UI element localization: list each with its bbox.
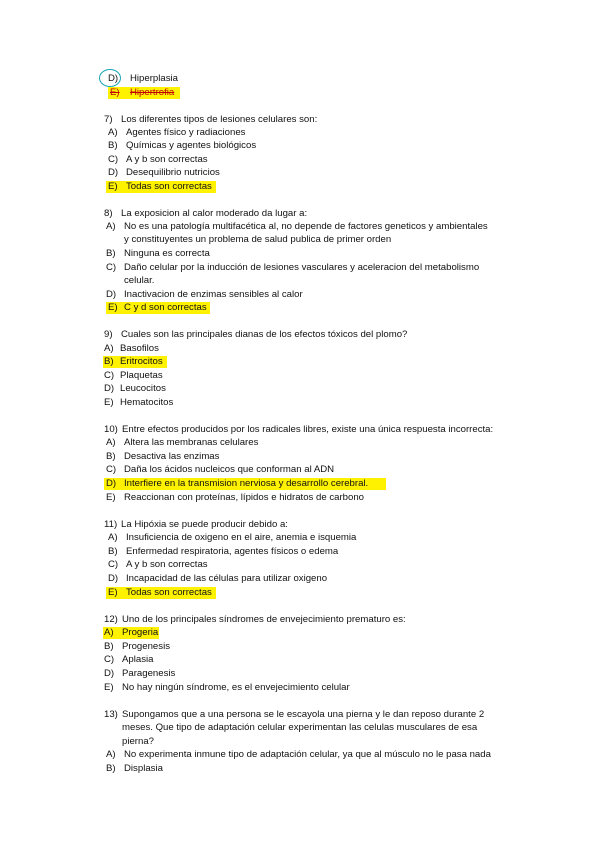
option-text: Progenesis: [122, 641, 170, 652]
option-label: A): [104, 627, 114, 638]
option-text: Enfermedad respiratoria, agentes físicos o edema: [126, 546, 339, 557]
question-number: 10): [104, 424, 118, 435]
option-text: Paragenesis: [122, 668, 176, 679]
option-label: D): [108, 573, 119, 584]
option-text: Hematocitos: [120, 397, 174, 408]
option-label: E): [104, 682, 114, 693]
option-text: Todas son correctas: [126, 181, 212, 192]
option-label: E): [110, 87, 120, 98]
option-text: Displasia: [124, 763, 163, 774]
option-text: Hipertrofia: [130, 87, 175, 98]
option-label: D): [108, 73, 119, 84]
question-text: meses. Que tipo de adaptación celular experimentan las celulas musculares de esa: [122, 722, 478, 733]
option-label: A): [108, 127, 118, 138]
option-text: C y d son correctas: [124, 302, 207, 313]
option-text: Insuficiencia de oxigeno en el aire, anemia e isquemia: [126, 532, 357, 543]
option-label: A): [106, 749, 116, 760]
option-text: Eritrocitos: [120, 356, 163, 367]
option-label: E): [108, 302, 118, 313]
option-label: A): [106, 437, 116, 448]
option-label: B): [106, 248, 116, 259]
option-label: E): [106, 492, 116, 503]
option-label: D): [106, 289, 117, 300]
option-text: Todas son correctas: [126, 587, 212, 598]
option-text: Agentes físico y radiaciones: [126, 127, 246, 138]
option-text: Ninguna es correcta: [124, 248, 210, 259]
option-text: Reaccionan con proteínas, lípidos e hidratos de carbono: [124, 492, 364, 503]
option-text: y constituyentes un problema de salud publica de primer orden: [124, 234, 392, 245]
option-text: celular.: [124, 275, 155, 286]
option-text: Hiperplasia: [130, 73, 178, 84]
option-text: Interfiere en la transmision nerviosa y desarrollo cerebral.: [124, 478, 369, 489]
option-text: Aplasia: [122, 654, 154, 665]
question-number: 9): [104, 329, 113, 340]
option-label: C): [106, 464, 117, 475]
option-label: B): [106, 451, 116, 462]
option-label: C): [104, 370, 115, 381]
option-text: Daña los ácidos nucleicos que conforman al ADN: [124, 464, 335, 475]
option-label: C): [108, 154, 119, 165]
question-text: Cuales son las principales dianas de los efectos tóxicos del plomo?: [121, 329, 408, 340]
option-text: No es una patología multifacética al, no depende de factores geneticos y ambientales: [124, 221, 488, 232]
question-number: 8): [104, 208, 113, 219]
option-label: C): [106, 262, 117, 273]
question-text: pierna?: [122, 736, 155, 747]
option-label: D): [106, 478, 117, 489]
option-label: B): [108, 140, 118, 151]
option-text: Desequilibrio nutricios: [126, 167, 220, 178]
option-text: A y b son correctas: [126, 559, 208, 570]
question-number: 13): [104, 709, 118, 720]
question-text: Los diferentes tipos de lesiones celulares son:: [121, 114, 318, 125]
option-label: C): [108, 559, 119, 570]
option-text: No hay ningún síndrome, es el envejecimiento celular: [122, 682, 350, 693]
option-label: D): [104, 383, 115, 394]
option-text: Progeria: [122, 627, 159, 638]
question-text: Uno de los principales síndromes de envejecimiento prematuro es:: [122, 614, 406, 625]
option-label: D): [104, 668, 115, 679]
option-text: A y b son correctas: [126, 154, 208, 165]
question-number: 7): [104, 114, 113, 125]
option-text: Altera las membranas celulares: [124, 437, 259, 448]
option-text: Daño celular por la inducción de lesiones vasculares y aceleracion del metabolismo: [124, 262, 480, 273]
option-text: Incapacidad de las células para utilizar oxigeno: [126, 573, 328, 584]
option-label: E): [108, 181, 118, 192]
option-label: B): [104, 356, 114, 367]
option-label: D): [108, 167, 119, 178]
option-label: A): [108, 532, 118, 543]
option-text: Plaquetas: [120, 370, 163, 381]
option-text: Inactivacion de enzimas sensibles al calor: [124, 289, 303, 300]
option-label: B): [104, 641, 114, 652]
option-label: E): [104, 397, 114, 408]
question-number: 12): [104, 614, 118, 625]
question-text: Entre efectos producidos por los radicales libres, existe una única respuesta incorrecta:: [122, 424, 494, 435]
option-text: Basofilos: [120, 343, 159, 354]
option-label: E): [108, 587, 118, 598]
option-text: Leucocitos: [120, 383, 166, 394]
option-label: B): [106, 763, 116, 774]
option-text: Desactiva las enzimas: [124, 451, 220, 462]
option-text: No experimenta inmune tipo de adaptación celular, ya que al músculo no le pasa nada: [124, 749, 491, 760]
option-label: A): [106, 221, 116, 232]
option-label: A): [104, 343, 114, 354]
question-text: Supongamos que a una persona se le escayola una pierna y le dan reposo durante 2: [122, 709, 485, 720]
option-label: B): [108, 546, 118, 557]
option-text: Químicas y agentes biológicos: [126, 140, 257, 151]
question-number: 11): [104, 519, 118, 530]
question-text: La Hipóxia se puede producir debido a:: [121, 519, 288, 530]
question-text: La exposicion al calor moderado da lugar a:: [121, 208, 308, 219]
option-label: C): [104, 654, 115, 665]
